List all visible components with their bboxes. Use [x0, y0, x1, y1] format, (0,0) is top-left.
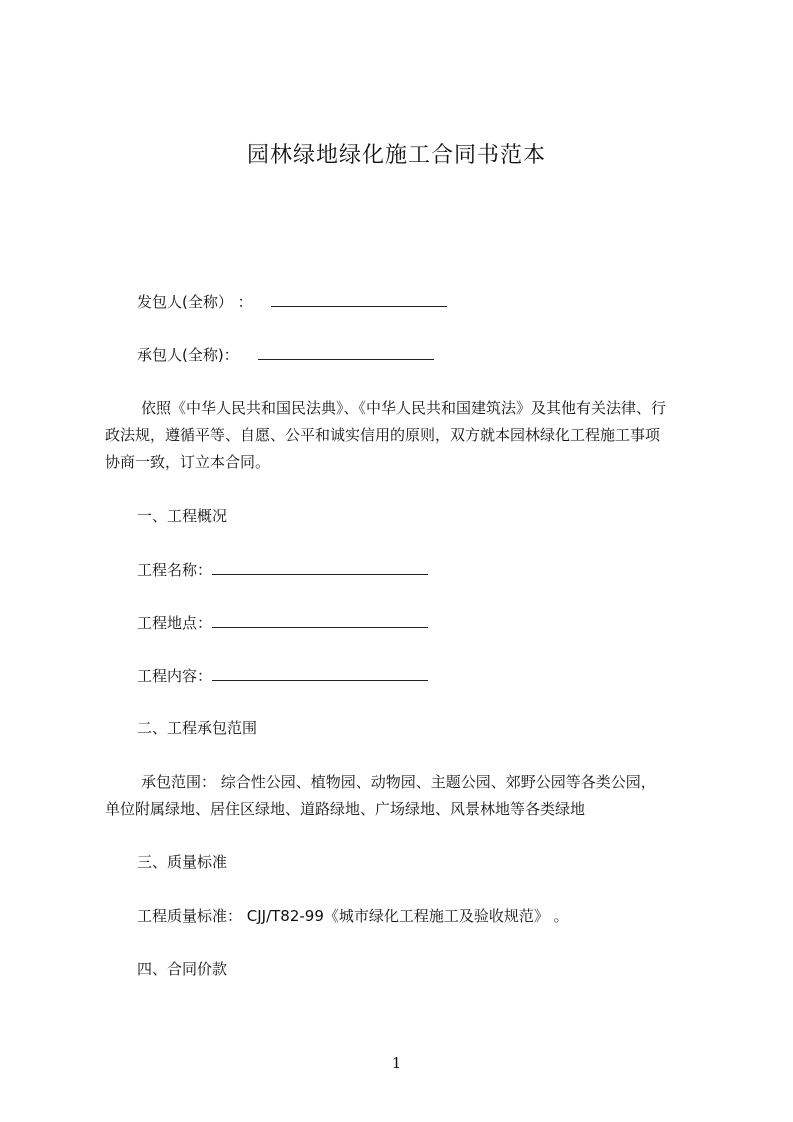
preamble-line-2: 政法规，遵循平等、自愿、公平和诚实信用的原则，双方就本园林绿化工程施工事项 — [105, 426, 661, 444]
preamble-line-3: 协商一致，订立本合同。 — [105, 453, 271, 471]
project-content-label: 工程内容： — [137, 667, 213, 685]
scope-line-2: 单位附属绿地、居住区绿地、道路绿地、广场绿地、风景林地等各类绿地 — [105, 800, 586, 818]
contractor-blank[interactable] — [258, 343, 434, 360]
project-name-blank[interactable] — [212, 558, 428, 575]
project-location-label: 工程地点： — [137, 614, 213, 632]
project-content-blank[interactable] — [212, 664, 428, 681]
employer-blank[interactable] — [271, 290, 447, 307]
preamble-line-1: 依照《中华人民共和国民法典》、《中华人民共和国建筑法》及其他有关法律、行 — [141, 399, 667, 417]
contractor-label: 承包人(全称)： — [137, 346, 239, 364]
employer-line — [137, 290, 447, 313]
scope-line-1: 承包范围： 综合性公园、植物园、动物园、主题公园、郊野公园等各类公园， — [141, 773, 656, 791]
project-location-blank[interactable] — [212, 611, 428, 628]
project-name-label: 工程名称： — [137, 561, 213, 579]
employer-label: 发包人(全称） ： — [137, 293, 253, 311]
quality-standard-line: 工程质量标准： CJJ/T82-99《城市绿化工程施工及验收规范》 。 — [137, 907, 569, 925]
section1-heading: 一、工程概况 — [137, 507, 228, 525]
contractor-line — [137, 343, 434, 366]
page-number: 1 — [391, 1054, 402, 1072]
section4-heading: 四、合同价款 — [137, 960, 228, 978]
project-location-line — [137, 611, 428, 634]
project-content-line — [137, 664, 428, 687]
section2-heading: 二、工程承包范围 — [137, 719, 258, 737]
document-title: 园林绿地绿化施工合同书范本 — [246, 143, 546, 168]
section3-heading: 三、质量标准 — [137, 853, 228, 871]
project-name-line — [137, 558, 428, 581]
